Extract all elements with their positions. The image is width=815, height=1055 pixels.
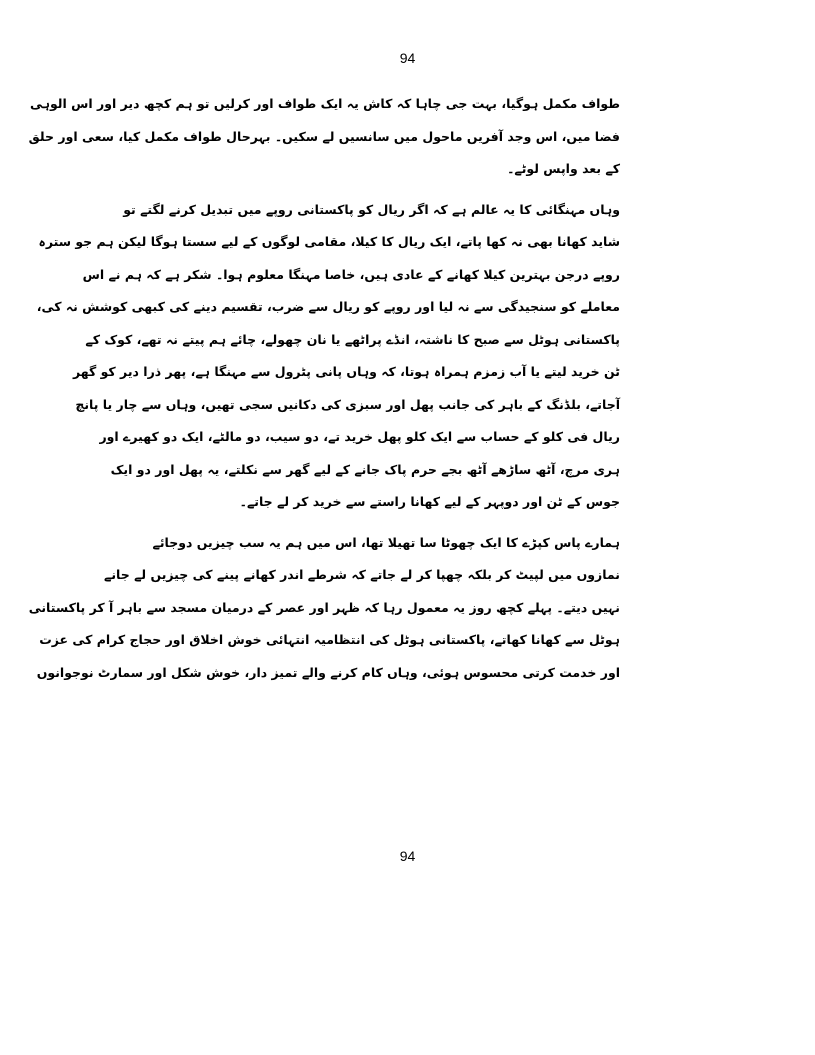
text-line: شاید کھانا بھی نہ کھا پاتے، ایک ریال کا کیلا، مقامی لوگوں کے لیے سستا ہوگا لیکن ہم جو سترہ xyxy=(38,234,620,249)
paragraph xyxy=(28,527,620,690)
text-line: آجاتے، بلڈنگ کے باہر کی جانب پھل اور سبزی کی دکانیں سجی تھیں، وہاں سے چار یا پانچ xyxy=(75,396,620,412)
text-line: طواف مکمل ہوگیا، بہت جی چاہا کہ کاش یہ ایک طواف اور کرلیں تو ہم کچھ دیر اور اس الوہی xyxy=(30,96,620,111)
text-line: فضا میں، اس وجد آفریں ماحول میں سانسیں لے سکیں۔ بہرحال طواف مکمل کیا، سعی اور حلق xyxy=(28,128,620,144)
text-line: اور خدمت کرتی محسوس ہوئی، وہاں کام کرنے والے تمیز دار، خوش شکل اور سمارٹ نوجوانوں xyxy=(36,664,620,680)
text-line: نمازوں میں لپیٹ کر بلکہ چھپا کر لے جاتے کہ شرطے اندر کھانے پینے کی چیزیں لے جانے xyxy=(104,567,620,582)
paragraph-gap xyxy=(196,186,620,194)
paragraph-gap xyxy=(196,519,620,527)
text-line: معاملے کو سنجیدگی سے نہ لیا اور روپے کو ریال سے ضرب، تقسیم دینے کی کبھی کوشش نہ کی، xyxy=(36,299,620,314)
text-line: ہری مرچ، آٹھ ساڑھے آٹھ بجے حرم پاک جانے کے لیے گھر سے نکلتے، یہ پھل اور دو ایک xyxy=(110,461,620,477)
text-line: ٹن خرید لیتے یا آب زمزم ہمراہ ہوتا، کہ وہاں پانی پٹرول سے مہنگا ہے، پھر ذرا دیر کو گھر xyxy=(72,364,620,379)
text-line: ہوٹل سے کھانا کھاتے، پاکستانی ہوٹل کی انتظامیہ انتہائی خوش اخلاق اور حجاج کرام کی عزت xyxy=(39,632,620,647)
text-line: نہیں دیتے۔ پہلے کچھ روز یہ معمول رہا کہ ظہر اور عصر کے درمیان مسجد سے باہر آ کر پاکستانی xyxy=(28,599,620,615)
text-line: پاکستانی ہوٹل سے صبح کا ناشتہ، انڈے پراٹھے یا نان چھولے، چائے ہم پیتے نہ تھے، کوک کے xyxy=(85,331,620,347)
text-line: کے بعد واپس لوٹے۔ xyxy=(507,161,620,176)
body-text xyxy=(28,88,620,689)
text-line: جوس کے ٹن اور دوپہر کے لیے کھانا راستے سے خرید کر لے جاتے۔ xyxy=(239,494,620,509)
page-number-top: 94 xyxy=(399,50,416,66)
text-line: ہمارے پاس کپڑے کا ایک چھوٹا سا تھیلا تھا، اس میں ہم یہ سب چیزیں دوجائے xyxy=(152,534,620,550)
text-line: وہاں مہنگائی کا یہ عالم ہے کہ اگر ریال کو پاکستانی روپے میں تبدیل کرنے لگتے تو xyxy=(123,201,620,217)
paragraph xyxy=(28,88,620,186)
text-line: ریال فی کلو کے حساب سے ایک کلو پھل خرید تے، دو سیب، دو مالٹے، ایک دو کھیرے اور xyxy=(99,429,620,444)
paragraph xyxy=(36,194,620,519)
page-number-bottom: 94 xyxy=(399,848,416,864)
text-line: روپے درجن بہترین کیلا کھانے کے عادی ہیں، خاصا مہنگا معلوم ہوا۔ شکر ہے کہ ہم نے اس xyxy=(82,266,620,282)
